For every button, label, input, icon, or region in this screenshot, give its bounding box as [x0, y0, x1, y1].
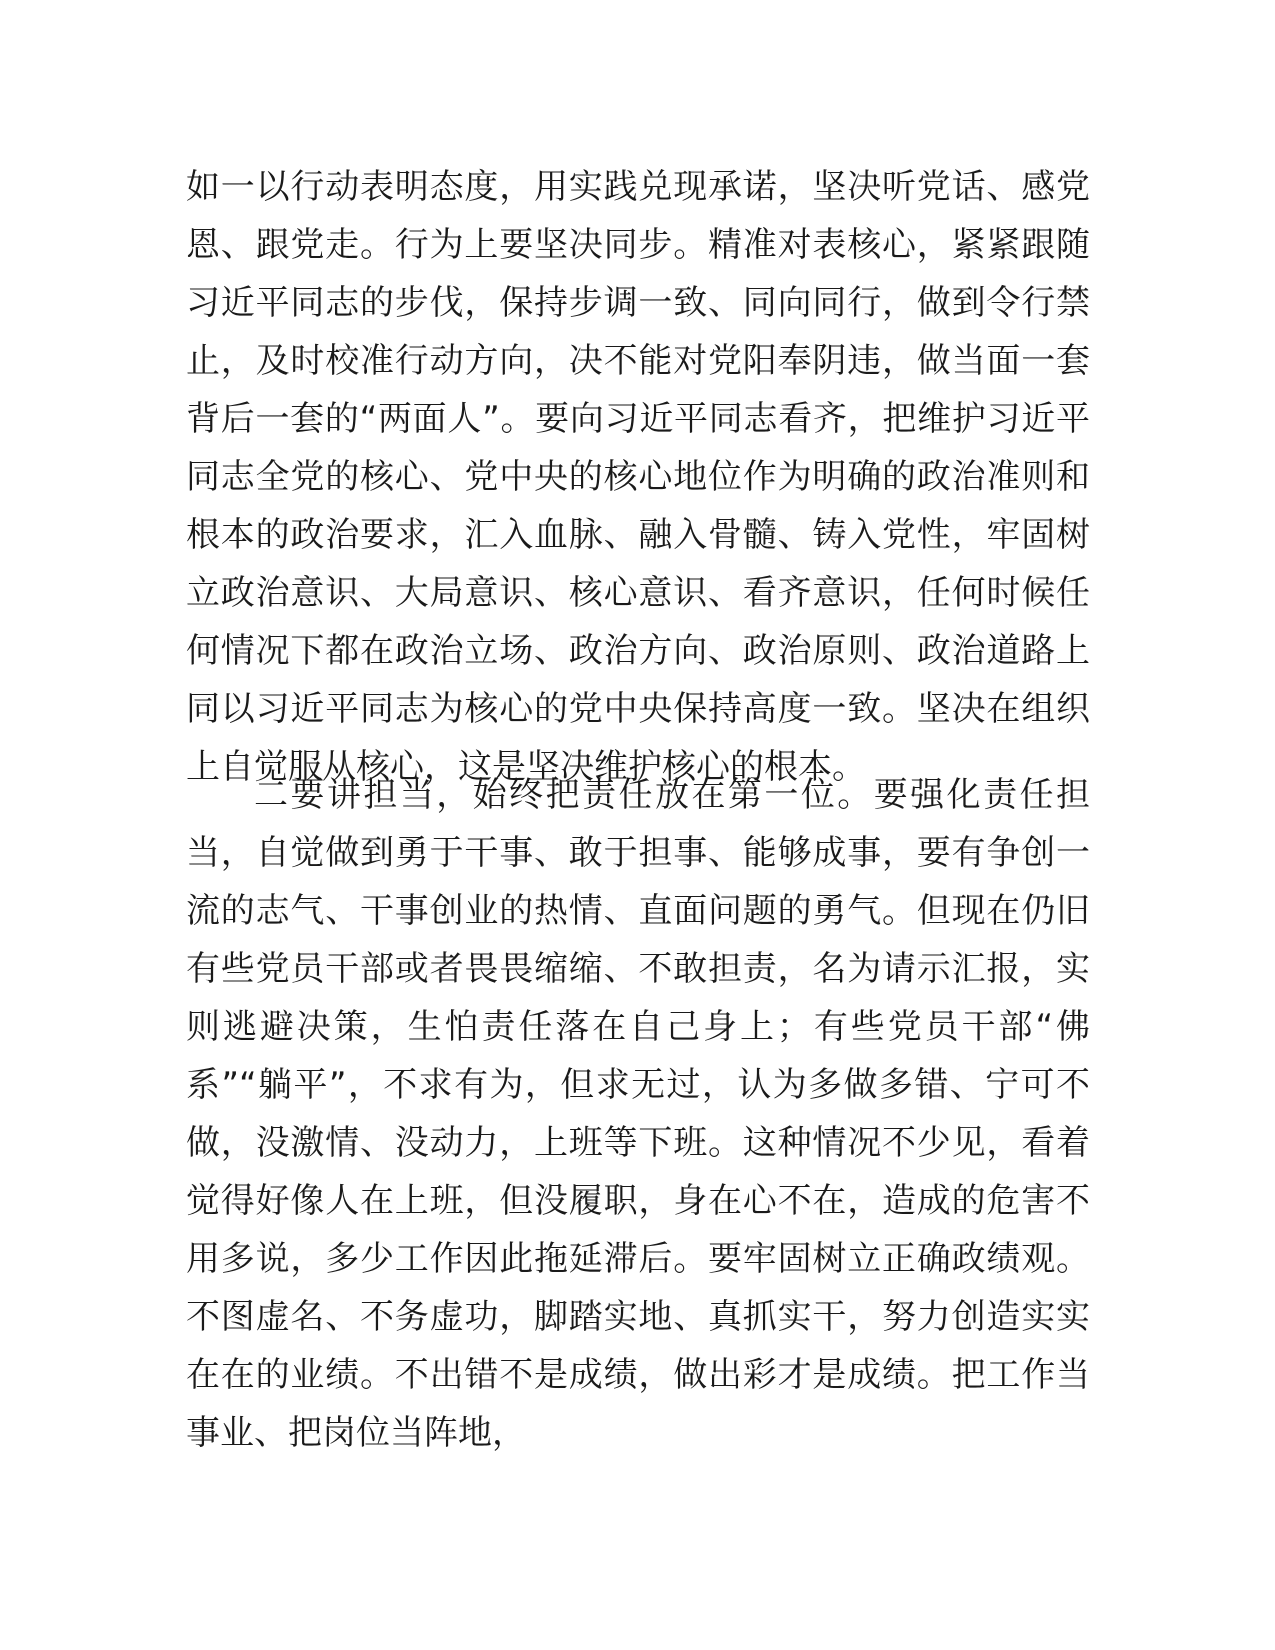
body-paragraph-continued: 如一以行动表明态度，用实践兑现承诺，坚决听党话、感党恩、跟党走。行为上要坚决同步。精准对表核心，紧紧跟随习近平同志的步伐，保持步调一致、同向同行，做到令行禁止，及时校准行动方向，决不能对党阳奉阴违，做当面一套背后一套的“两面人”。要向习近平同志看齐，把维护习近平同志全党的核心、党中央的核心地位作为明确的政治准则和根本的政治要求，汇入血脉、融入骨髓、铸入党性，牢固树立政治意识、大局意识、核心意识、看齐意识，任何时候任何情况下都在政治立场、政治方向、政治原则、政治道路上同以习近平同志为核心的党中央保持高度一致。坚决在组织上自觉服从核心，这是坚决维护核心的根本。	[186, 167, 1090, 787]
body-paragraph-responsibility: 二要讲担当，始终把责任放在第一位。要强化责任担当，自觉做到勇于干事、敢于担事、能够成事，要有争创一流的志气、干事创业的热情、直面问题的勇气。但现在仍旧有些党员干部或者畏畏缩缩、不敢担责，名为请示汇报，实则逃避决策，生怕责任落在自己身上；有些党员干部“佛系”“躺平”，不求有为，但求无过，认为多做多错、宁可不做，没激情、没动力，上班等下班。这种情况不少见，看着觉得好像人在上班，但没履职，身在心不在，造成的危害不用多说，多少工作因此拖延滞后。要牢固树立正确政绩观。不图虚名、不务虚功，脚踏实地、真抓实干，努力创造实实在在的业绩。不出错不是成绩，做出彩才是成绩。把工作当事业、把岗位当阵地，	[186, 775, 1090, 1453]
